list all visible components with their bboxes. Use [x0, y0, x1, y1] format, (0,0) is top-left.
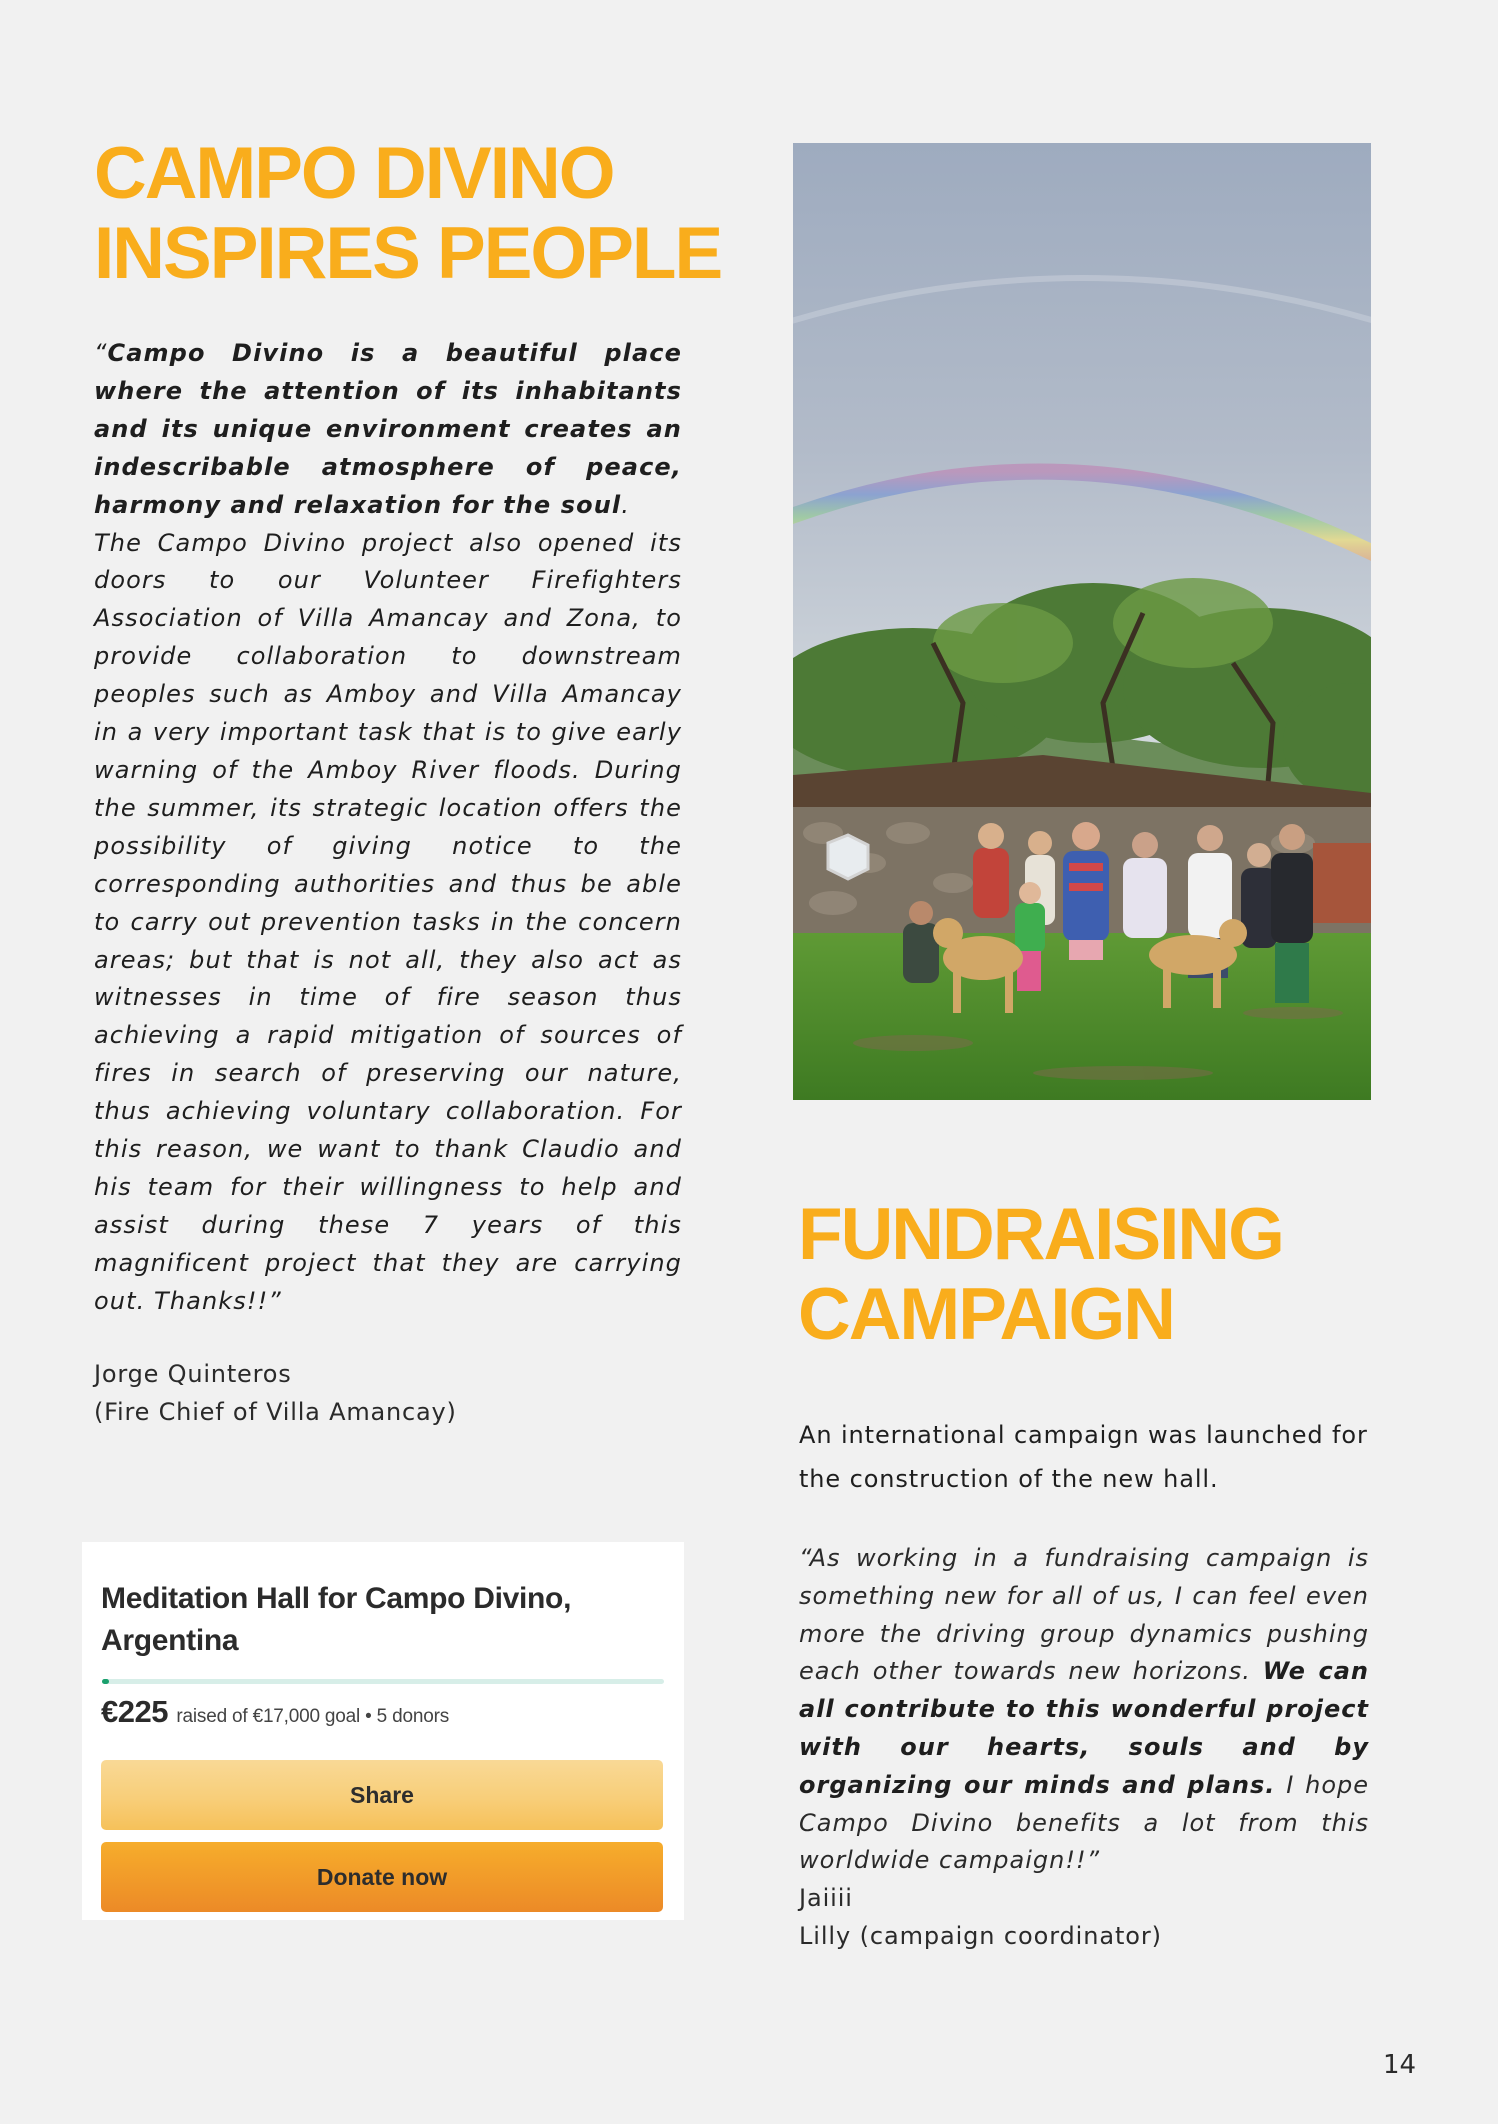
campaign-intro: An international campaign was launched for the construction of the new hall. — [799, 1421, 1368, 1493]
coordinator-quote — [799, 1540, 1369, 1880]
quote-bold-end: . — [621, 490, 630, 519]
testimonial-attribution — [94, 1356, 694, 1432]
quote-open-mark: “ — [94, 339, 108, 367]
goal-and-donors: raised of €17,000 goal • 5 donors — [176, 1706, 450, 1727]
heading-line: CAMPAIGN — [798, 1274, 1175, 1355]
quote2-bold: We can all contribute to this wonderful project with our hearts, souls and by organizing our minds and plans. — [799, 1657, 1370, 1799]
donation-widget — [82, 1542, 684, 1920]
share-button-label: Share — [350, 1781, 414, 1808]
author-name: Jorge Quinteros — [94, 1360, 292, 1388]
campaign-title[interactable]: Meditation Hall for Campo Divino, Argentina — [101, 1582, 572, 1657]
heading-line: FUNDRAISING — [798, 1194, 1283, 1275]
donation-progress-fill — [102, 1679, 109, 1684]
heading-line: CAMPO DIVINO — [94, 133, 614, 214]
page-number: 14 — [1383, 2050, 1417, 2080]
amount-raised: €225 — [101, 1694, 168, 1729]
coordinator-signature — [799, 1880, 1379, 1956]
donation-progress-bar — [102, 1679, 664, 1684]
donate-button-label: Donate now — [316, 1863, 448, 1890]
author-role: (Fire Chief of Villa Amancay) — [94, 1397, 457, 1426]
quote-bold-text: Campo Divino is a beautiful place where the attention of its inhabitants and its unique environment creates an indescribable atmosphere of peace, harmony and relaxation for the soul — [94, 339, 682, 519]
signature-line: Lilly (campaign coordinator) — [799, 1921, 1162, 1950]
quote-body-text: The Campo Divino project also opened its doors to our Volunteer Firefighters Association of Villa Amancay and Zona, to provide collaboration to downstream peoples such as Amboy and Villa Amancay in a very important task that is to give early warning of the Amboy River floods. During the summer, its strategic location offers the possibility of giving notice to the corresponding authorities and thus be able to carry out prevention tasks in the concern areas; but that is not all, they also act as witnesses in time of fire season thus achieving a rapid mitigation of sources of fires in search of preserving our nature, thus achieving voluntary collaboration. For this reason, we want to thank Claudio and his team for their willingness to help and assist during these 7 years of this magnificent project that they are carrying out. Thanks!!” — [94, 528, 682, 1315]
group-photo-rainbow — [793, 143, 1371, 1100]
quote2-start: “As working in a fundraising campaign is something new for all of us, I can feel even more the driving group dynamics pushing each other towards new horizons. — [799, 1544, 1369, 1686]
donate-now-button[interactable] — [101, 1842, 663, 1912]
testimonial-quote — [94, 335, 682, 1321]
quote2-end: I hope Campo Divino benefits a lot from this worldwide campaign!!” — [799, 1770, 1370, 1875]
photo-illustration — [793, 143, 1371, 1100]
section-heading-fundraising — [798, 1195, 1398, 1355]
signature-line: Jaiiii — [799, 1884, 853, 1912]
heading-line: INSPIRES PEOPLE — [94, 213, 722, 294]
amount-raised-row — [101, 1694, 671, 1730]
share-button[interactable] — [101, 1760, 663, 1830]
section-heading-campo-divino — [94, 133, 722, 294]
